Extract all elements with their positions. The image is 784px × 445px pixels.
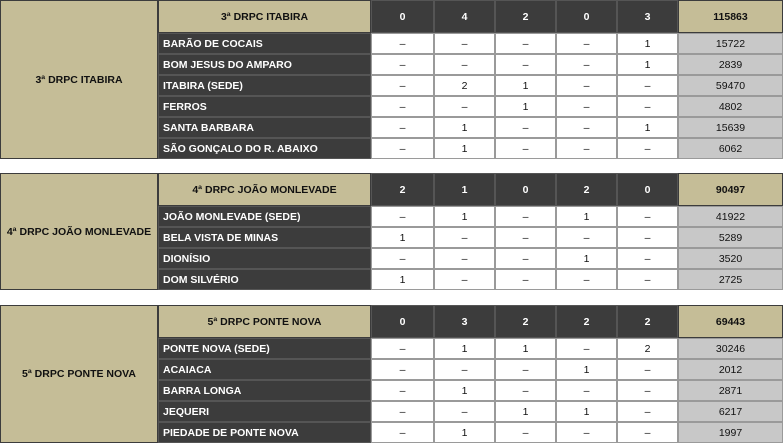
city-value: – <box>371 248 434 269</box>
city-value: – <box>617 96 678 117</box>
city-value: – <box>371 206 434 227</box>
city-value: – <box>495 33 556 54</box>
city-value: 1 <box>495 401 556 422</box>
city-name: BOM JESUS DO AMPARO <box>158 54 371 75</box>
city-value: – <box>617 227 678 248</box>
city-value: – <box>495 248 556 269</box>
city-value: 1 <box>371 269 434 290</box>
city-value: – <box>434 269 495 290</box>
city-total: 2725 <box>678 269 783 290</box>
city-value: – <box>556 422 617 443</box>
city-name: JOÃO MONLEVADE (SEDE) <box>158 206 371 227</box>
section-header-value: 0 <box>495 173 556 206</box>
city-value: – <box>556 96 617 117</box>
city-total: 59470 <box>678 75 783 96</box>
city-value: – <box>371 338 434 359</box>
city-value: – <box>556 54 617 75</box>
city-value: 1 <box>556 206 617 227</box>
section-header-value: 0 <box>371 305 434 338</box>
city-value: – <box>495 269 556 290</box>
city-total: 6217 <box>678 401 783 422</box>
city-total: 2012 <box>678 359 783 380</box>
section-header-total: 90497 <box>678 173 783 206</box>
city-name: ITABIRA (SEDE) <box>158 75 371 96</box>
city-value: 2 <box>617 338 678 359</box>
city-value: 1 <box>495 96 556 117</box>
city-value: – <box>556 75 617 96</box>
city-name: DIONÍSIO <box>158 248 371 269</box>
city-total: 15639 <box>678 117 783 138</box>
city-total: 30246 <box>678 338 783 359</box>
city-value: – <box>371 33 434 54</box>
section-header-value: 0 <box>617 173 678 206</box>
section-header-value: 1 <box>434 173 495 206</box>
city-value: – <box>371 401 434 422</box>
city-name: SANTA BARBARA <box>158 117 371 138</box>
city-value: – <box>617 401 678 422</box>
city-value: – <box>556 269 617 290</box>
city-value: – <box>371 380 434 401</box>
region-label: 3ª DRPC ITABIRA <box>0 0 158 159</box>
city-value: – <box>556 338 617 359</box>
city-name: BARÃO DE COCAIS <box>158 33 371 54</box>
city-value: 1 <box>434 206 495 227</box>
city-name: FERROS <box>158 96 371 117</box>
section-header-value: 2 <box>617 305 678 338</box>
city-total: 5289 <box>678 227 783 248</box>
city-name: PIEDADE DE PONTE NOVA <box>158 422 371 443</box>
city-value: – <box>556 117 617 138</box>
city-value: 1 <box>434 117 495 138</box>
city-value: – <box>434 54 495 75</box>
city-total: 3520 <box>678 248 783 269</box>
city-value: 1 <box>434 138 495 159</box>
region-label: 4ª DRPC JOÃO MONLEVADE <box>0 173 158 290</box>
city-value: 1 <box>434 338 495 359</box>
section-header-name: 4ª DRPC JOÃO MONLEVADE <box>158 173 371 206</box>
city-value: 1 <box>556 359 617 380</box>
section-header-value: 2 <box>556 173 617 206</box>
city-value: – <box>434 96 495 117</box>
city-value: 1 <box>556 401 617 422</box>
city-value: – <box>556 33 617 54</box>
section-header-value: 2 <box>556 305 617 338</box>
city-value: – <box>556 380 617 401</box>
city-value: – <box>371 138 434 159</box>
city-value: – <box>434 33 495 54</box>
city-value: – <box>371 117 434 138</box>
section-header-value: 4 <box>434 0 495 33</box>
city-value: – <box>617 248 678 269</box>
city-value: 1 <box>495 338 556 359</box>
section-header-value: 2 <box>371 173 434 206</box>
city-value: – <box>371 75 434 96</box>
city-total: 2871 <box>678 380 783 401</box>
section-header-value: 0 <box>556 0 617 33</box>
section-header-value: 3 <box>434 305 495 338</box>
city-name: BARRA LONGA <box>158 380 371 401</box>
city-value: 1 <box>617 54 678 75</box>
city-name: BELA VISTA DE MINAS <box>158 227 371 248</box>
city-value: – <box>556 138 617 159</box>
city-total: 2839 <box>678 54 783 75</box>
city-value: 1 <box>556 248 617 269</box>
city-value: – <box>371 96 434 117</box>
city-value: – <box>434 248 495 269</box>
city-name: DOM SILVÉRIO <box>158 269 371 290</box>
section-header-value: 2 <box>495 305 556 338</box>
section-header-name: 5ª DRPC PONTE NOVA <box>158 305 371 338</box>
city-value: – <box>495 227 556 248</box>
city-name: JEQUERI <box>158 401 371 422</box>
city-value: 1 <box>371 227 434 248</box>
city-value: – <box>495 54 556 75</box>
city-value: 2 <box>434 75 495 96</box>
city-value: – <box>495 206 556 227</box>
section-header-value: 0 <box>371 0 434 33</box>
section-header-value: 2 <box>495 0 556 33</box>
city-total: 1997 <box>678 422 783 443</box>
city-value: 1 <box>617 33 678 54</box>
city-value: – <box>617 75 678 96</box>
city-value: – <box>434 359 495 380</box>
city-total: 6062 <box>678 138 783 159</box>
city-value: 1 <box>434 380 495 401</box>
city-value: 1 <box>434 422 495 443</box>
city-name: SÃO GONÇALO DO R. ABAIXO <box>158 138 371 159</box>
city-value: – <box>617 380 678 401</box>
city-value: – <box>495 380 556 401</box>
city-value: – <box>434 227 495 248</box>
section-header-total: 69443 <box>678 305 783 338</box>
city-value: – <box>617 359 678 380</box>
city-value: 1 <box>495 75 556 96</box>
city-value: – <box>617 422 678 443</box>
city-total: 4802 <box>678 96 783 117</box>
city-value: – <box>617 269 678 290</box>
city-value: – <box>495 422 556 443</box>
region-label: 5ª DRPC PONTE NOVA <box>0 305 158 443</box>
city-total: 15722 <box>678 33 783 54</box>
city-value: – <box>495 117 556 138</box>
section-header-name: 3ª DRPC ITABIRA <box>158 0 371 33</box>
section-header-value: 3 <box>617 0 678 33</box>
city-value: – <box>556 227 617 248</box>
city-value: – <box>617 138 678 159</box>
city-value: – <box>371 54 434 75</box>
city-value: – <box>371 359 434 380</box>
city-value: – <box>617 206 678 227</box>
city-value: 1 <box>617 117 678 138</box>
city-value: – <box>495 359 556 380</box>
city-name: PONTE NOVA (SEDE) <box>158 338 371 359</box>
city-value: – <box>495 138 556 159</box>
city-value: – <box>434 401 495 422</box>
city-name: ACAIACA <box>158 359 371 380</box>
section-header-total: 115863 <box>678 0 783 33</box>
city-total: 41922 <box>678 206 783 227</box>
city-value: – <box>371 422 434 443</box>
